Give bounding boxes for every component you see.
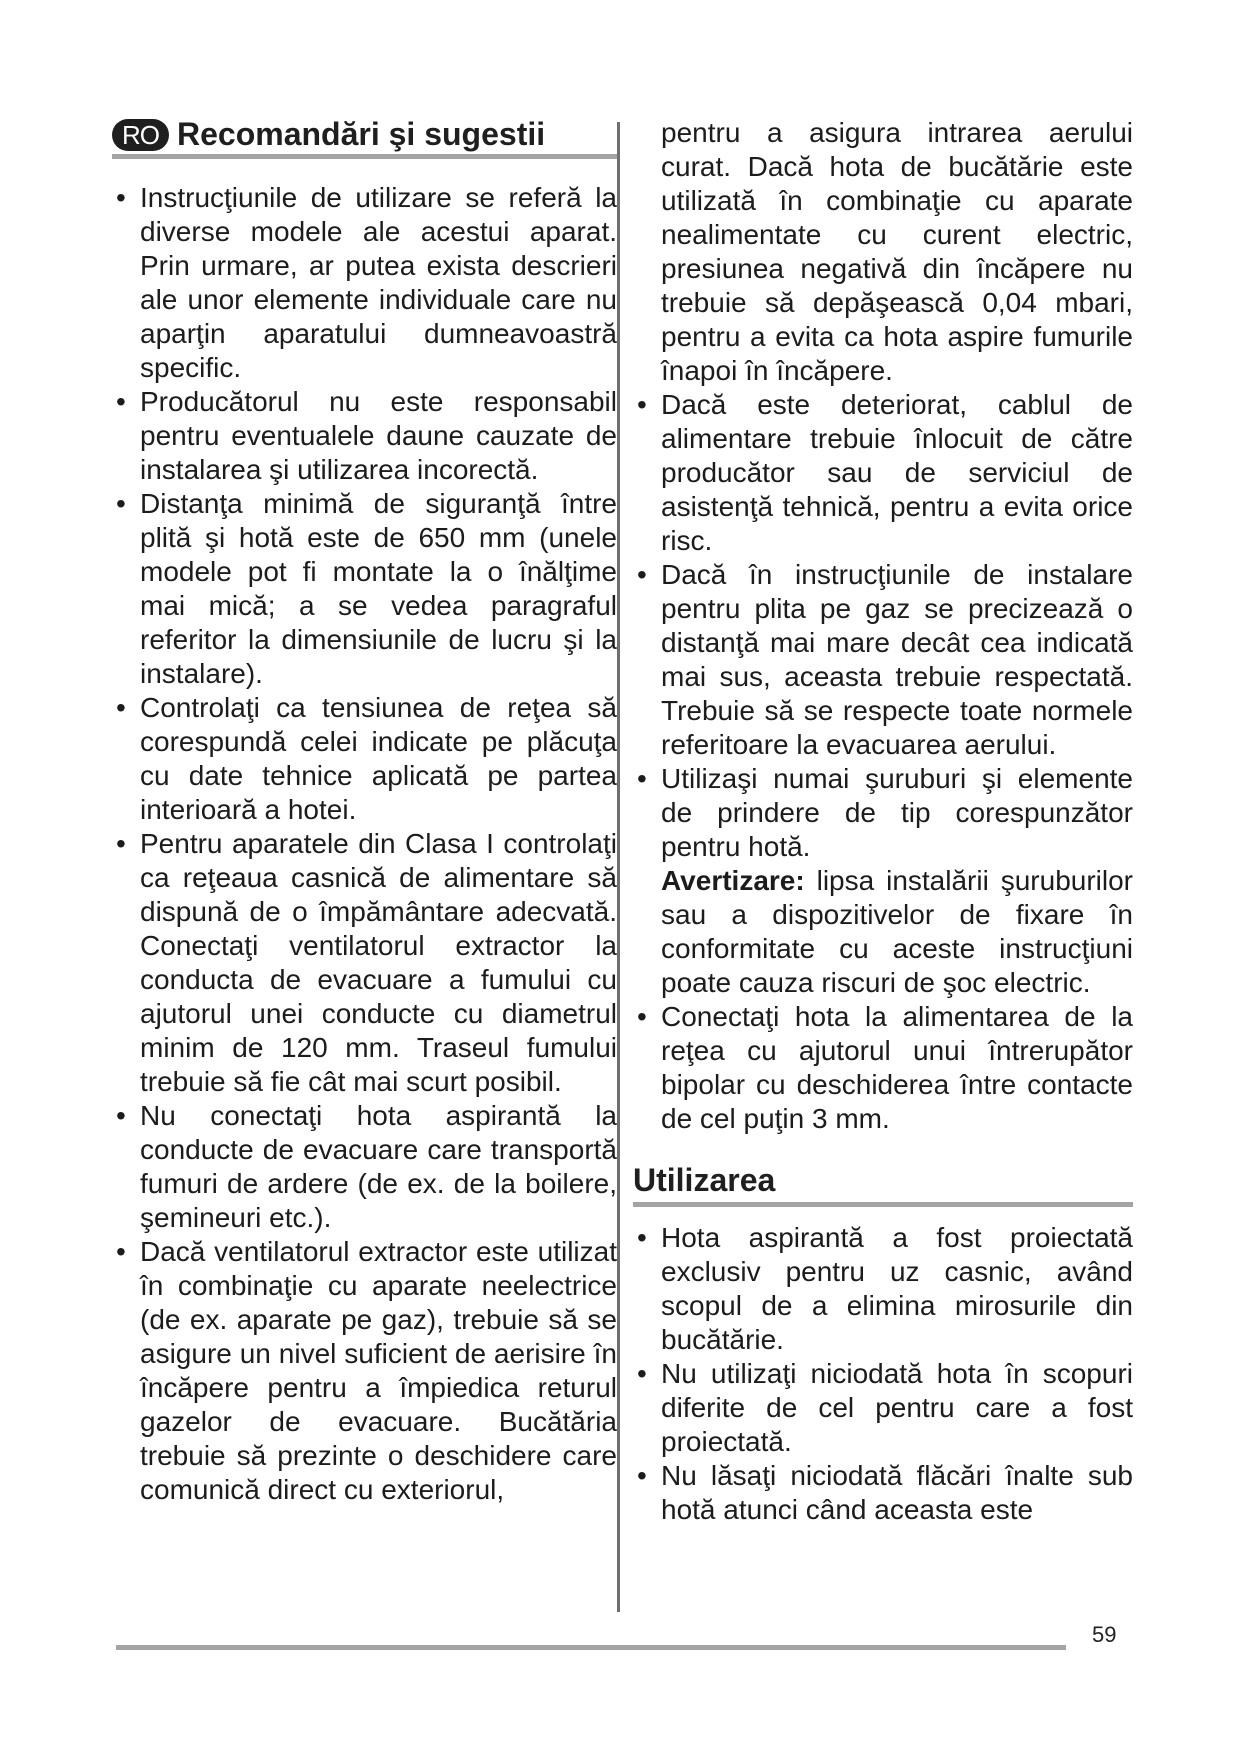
list-item: • Nu utilizaţi niciodată hota în scopuri diferite de cel pentru care a fost proiectată. <box>637 1358 1133 1457</box>
list-item: • Dacă în instrucţiunile de instalare pentru plita pe gaz se precizează o distanţă mai mare decât cea indicată mai sus, aceasta trebuie respectată. Trebuie să se respecte toate normele referitoare la evacuarea aerului. <box>637 559 1133 760</box>
left-column <box>112 116 617 1507</box>
warning-label: Avertizare: <box>661 865 805 896</box>
list-item: • Nu conectaţi hota aspirantă la conducte de evacuare care transportă fumuri de ardere (de ex. de la boilere, şemineuri etc.). <box>116 1100 617 1233</box>
usage-title: Utilizarea <box>633 1162 776 1198</box>
list-item: • Distanţa minimă de siguranţă între plită şi hotă este de 650 mm (unele modele pot fi montate la o înălţime mai mică; a se vedea paragraful referitor la dimensiunile de lucru şi la instalare). <box>116 488 617 689</box>
usage-list <box>633 1221 1133 1527</box>
bullet-icon: • <box>637 763 647 794</box>
section-heading-usage <box>633 1162 1133 1201</box>
warning-text: lipsa instalării şuruburilor sau a dispozitivelor de fixare în conformitate cu aceste instrucţiuni poate cauza riscuri de şoc electric. <box>661 865 1133 998</box>
right-column <box>633 116 1133 1527</box>
section-heading-recommendations <box>112 116 617 155</box>
list-item: • Nu lăsaţi niciodată flăcări înalte sub hotă atunci când aceasta este <box>637 1460 1133 1525</box>
recommendations-list-continued <box>633 388 1133 864</box>
bullet-icon: • <box>116 182 126 213</box>
list-item: • Producătorul nu este responsabil pentru eventualele daune cauzate de instalarea şi utilizarea incorectă. <box>116 386 617 485</box>
bullet-icon: • <box>637 559 647 590</box>
bullet-icon: • <box>637 1460 647 1491</box>
footer-rule <box>116 1645 1066 1650</box>
warning-paragraph <box>633 864 1133 1000</box>
list-item: • Controlaţi ca tensiunea de reţea să corespundă celei indicate pe plăcuţa cu date tehnice aplicată pe partea interioară a hotei. <box>116 692 617 825</box>
bullet-icon: • <box>116 692 126 723</box>
recommendations-list-final <box>633 1000 1133 1136</box>
section-title: Recomandări şi sugestii <box>177 116 546 152</box>
bullet-icon: • <box>116 488 126 519</box>
usage-heading-underline <box>633 1202 1133 1207</box>
column-divider <box>617 122 620 1612</box>
list-item: • Hota aspirantă a fost proiectată exclusiv pentru uz casnic, având scopul de a elimina mirosurile din bucătărie. <box>637 1222 1133 1355</box>
bullet-icon: • <box>637 1001 647 1032</box>
list-item: • Pentru aparatele din Clasa I controlaţi ca reţeaua casnică de alimentare să dispună de o împământare adecvată. Conectaţi ventilatorul extractor la conducta de evacuare a fumului cu ajutorul unei conducte cu diametrul minim de 120 mm. Traseul fumului trebuie să fie cât mai scurt posibil. <box>116 828 617 1097</box>
bullet-icon: • <box>116 1236 126 1267</box>
bullet-icon: • <box>637 1358 647 1389</box>
page-number: 59 <box>1092 1622 1117 1647</box>
list-item: • Conectaţi hota la alimentarea de la reţea cu ajutorul unui întrerupător bipolar cu deschiderea între contacte de cel puţin 3 mm. <box>637 1001 1133 1134</box>
language-badge: RO <box>112 119 169 151</box>
list-item: • Utilizaşi numai şuruburi şi elemente de prindere de tip corespunzător pentru hotă. <box>637 763 1133 862</box>
heading-underline <box>112 154 617 159</box>
list-item: • Instrucţiunile de utilizare se referă la diverse modele ale acestui aparat. Prin urmare, ar putea exista descrieri ale unor elemente individuale care nu aparţin aparatului dumneavoastră specific. <box>116 182 617 383</box>
bullet-icon: • <box>116 1100 126 1131</box>
list-item: • Dacă ventilatorul extractor este utilizat în combinaţie cu aparate neelectrice (de ex. aparate pe gaz), trebuie să se asigure un nivel suficient de aerisire în încăpere pentru a împiedica returul gazelor de evacuare. Bucătăria trebuie să prezinte o deschidere care comunică direct cu exteriorul, <box>116 1236 617 1505</box>
continued-paragraph: pentru a asigura intrarea aerului curat. Dacă hota de bucătărie este utilizată în combinaţie cu aparate nealimentate cu curent electric, presiunea negativă din încăpere nu trebuie să depăşească 0,04 mbari, pentru a evita ca hota aspire fumurile înapoi în încăpere. <box>661 117 1133 386</box>
bullet-icon: • <box>116 828 126 859</box>
recommendations-list <box>112 181 617 1507</box>
list-item: • Dacă este deteriorat, cablul de alimentare trebuie înlocuit de către producător sau de serviciul de asistenţă tehnică, pentru a evita orice risc. <box>637 389 1133 556</box>
bullet-icon: • <box>637 1222 647 1253</box>
bullet-icon: • <box>637 389 647 420</box>
bullet-icon: • <box>116 386 126 417</box>
